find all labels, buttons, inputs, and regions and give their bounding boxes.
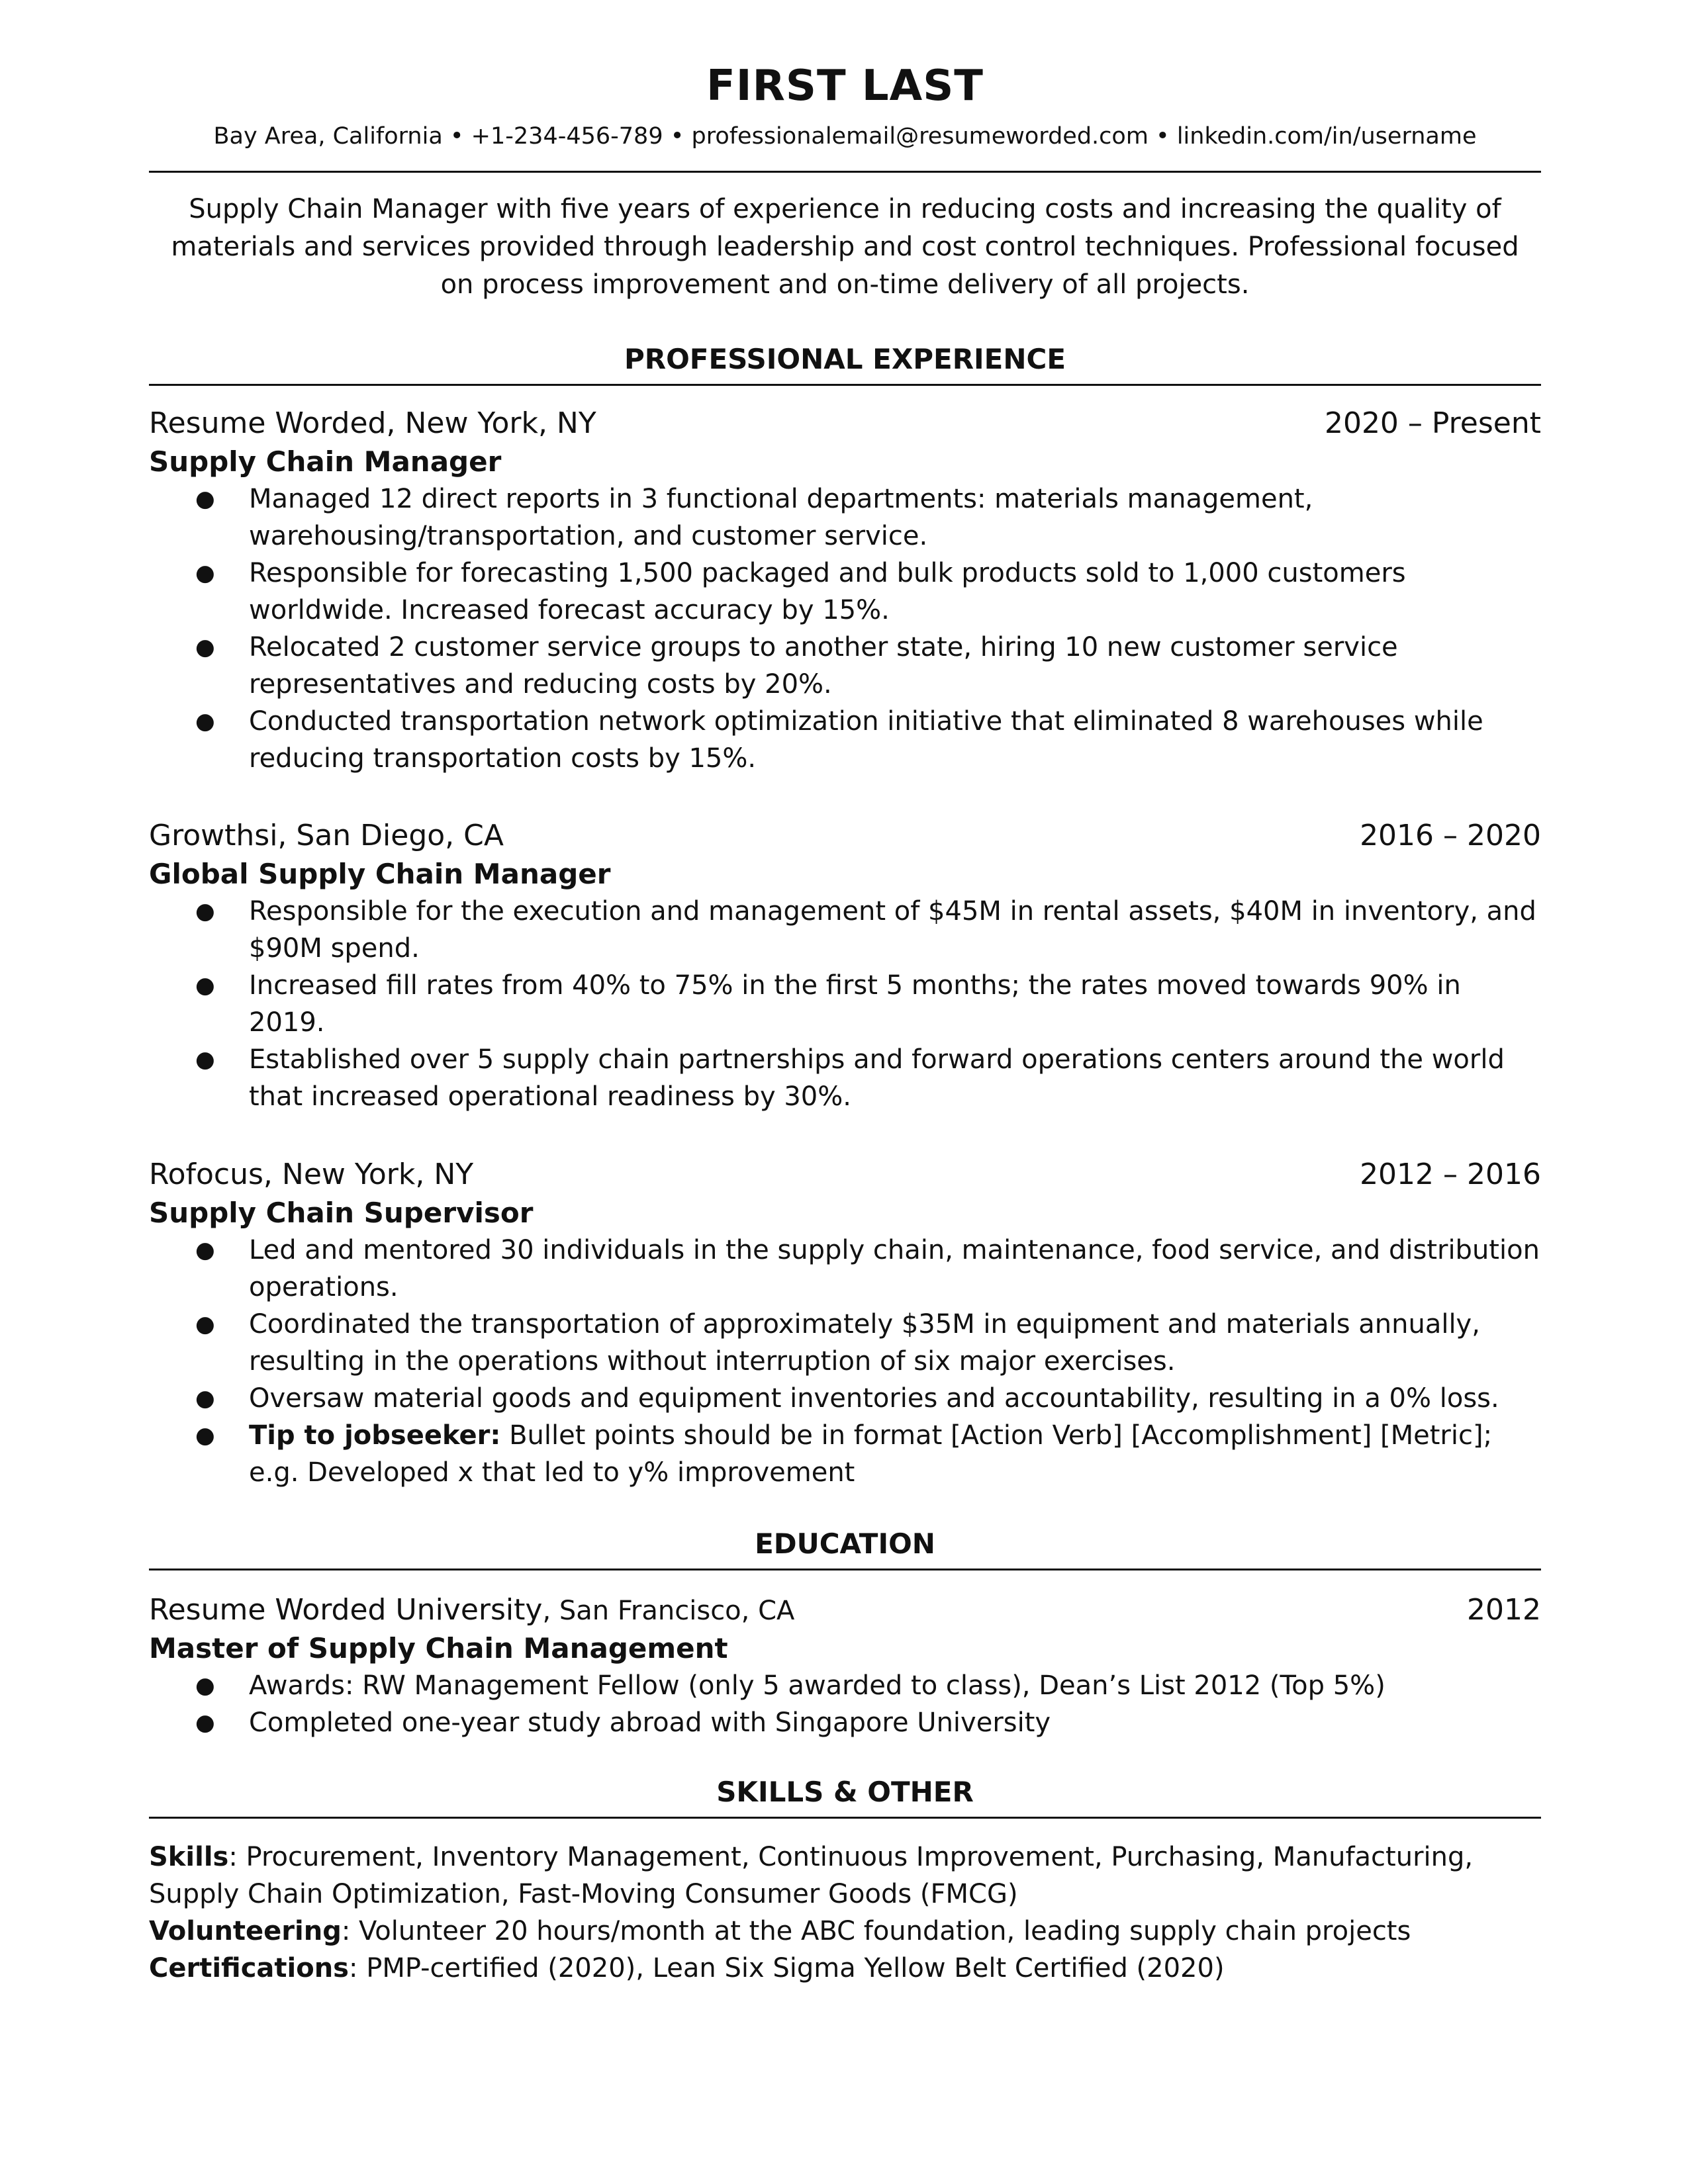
job-dates: 2016 – 2020 [1360, 819, 1541, 852]
bullet-icon: ● [195, 560, 215, 586]
bullet-icon: ● [195, 1237, 215, 1263]
bullet-icon: ● [195, 1046, 215, 1073]
tip-label: Tip to jobseeker: [249, 1420, 501, 1451]
list-item: ● Responsible for forecasting 1,500 packaged and bulk products sold to 1,000 customers worldwide. Increased forecast accuracy by 15%. [149, 555, 1541, 629]
job-dates: 2020 – Present [1324, 406, 1541, 440]
list-item: ● Led and mentored 30 individuals in the supply chain, maintenance, food service, and distribution operations. [149, 1232, 1541, 1306]
list-item: ● Coordinated the transportation of approximately $35M in equipment and materials annually, resulting in the operations without interruption of six major exercises. [149, 1306, 1541, 1380]
tip-list-item [149, 1417, 1541, 1491]
bullet-icon: ● [195, 1311, 215, 1338]
job-company: Growthsi, San Diego, CA [149, 819, 504, 852]
bullet-icon: ● [195, 898, 215, 925]
skills-divider [149, 1817, 1541, 1819]
bullet-icon: ● [195, 634, 215, 660]
job-entry-1 [149, 404, 1541, 777]
list-item: ● Increased fill rates from 40% to 75% in the first 5 months; the rates moved towards 90% in 2019. [149, 967, 1541, 1041]
experience-divider [149, 384, 1541, 386]
certifications-line: Certifications: PMP-certified (2020), Lean Six Sigma Yellow Belt Certified (2020) [149, 1953, 1225, 1983]
header-divider [149, 171, 1541, 173]
education-entry [149, 1590, 1541, 1741]
graduation-year: 2012 [1467, 1593, 1541, 1627]
list-item: ● Completed one-year study abroad with Singapore University [149, 1704, 1541, 1741]
section-title-education: EDUCATION [755, 1527, 935, 1560]
contact-line: Bay Area, California • +1-234-456-789 • professionalemail@resumeworded.com • linkedin.com/in/username [213, 123, 1477, 150]
skills-line: Skills: Procurement, Inventory Management, Continuous Improvement, Purchasing, Manufacturing, Supply Chain Optimization, Fast-Moving Consumer Goods (FMCG) [149, 1842, 1474, 1909]
bullet-icon: ● [195, 1672, 215, 1699]
degree-title: Master of Supply Chain Management [149, 1632, 728, 1664]
school-location: , San Francisco, CA [542, 1596, 795, 1626]
list-item: ● Relocated 2 customer service groups to another state, hiring 10 new customer service representatives and reducing costs by 20%. [149, 629, 1541, 703]
list-item: ● Responsible for the execution and management of $45M in rental assets, $40M in inventory, and $90M spend. [149, 893, 1541, 967]
bullet-icon: ● [195, 708, 215, 735]
list-item: ● Oversaw material goods and equipment inventories and accountability, resulting in a 0% loss. [149, 1380, 1541, 1417]
skills-block [149, 1839, 1541, 1987]
job-entry-2 [149, 816, 1541, 1115]
list-item: ● Awards: RW Management Fellow (only 5 awarded to class), Dean’s List 2012 (Top 5%) [149, 1667, 1541, 1704]
summary-paragraph: Supply Chain Manager with five years of experience in reducing costs and increasing the quality of materials and services provided through leadership and cost control techniques. Professional focused on process improvement and on-time delivery of all projects. [171, 194, 1519, 300]
bullet-icon: ● [195, 486, 215, 512]
section-title-experience: PROFESSIONAL EXPERIENCE [624, 343, 1066, 375]
bullet-icon: ● [195, 1385, 215, 1412]
list-item: ● Managed 12 direct reports in 3 functional departments: materials management, warehousing/transportation, and customer service. [149, 480, 1541, 555]
job-title: Global Supply Chain Manager [149, 858, 611, 890]
job-company: Resume Worded, New York, NY [149, 406, 596, 440]
list-item: ● Established over 5 supply chain partnerships and forward operations centers around the world that increased operational readiness by 30%. [149, 1041, 1541, 1115]
bullet-icon: ● [195, 1422, 215, 1449]
job-title: Supply Chain Manager [149, 445, 502, 478]
candidate-name: FIRST LAST [706, 62, 984, 111]
school-name: Resume Worded University [149, 1593, 543, 1627]
tip-text: Bullet points should be in format [Action Verb] [Accomplishment] [Metric]; e.g. Developed x that led to y% improvement [249, 1420, 1493, 1488]
job-entry-3 [149, 1155, 1541, 1491]
section-title-skills: SKILLS & OTHER [716, 1776, 974, 1808]
volunteering-line: Volunteering: Volunteer 20 hours/month at the ABC foundation, leading supply chain projects [149, 1916, 1411, 1946]
job-title: Supply Chain Supervisor [149, 1197, 534, 1229]
bullet-icon: ● [195, 1709, 215, 1736]
education-divider [149, 1569, 1541, 1570]
bullet-icon: ● [195, 972, 215, 999]
job-dates: 2012 – 2016 [1360, 1158, 1541, 1191]
job-company: Rofocus, New York, NY [149, 1158, 474, 1191]
list-item: ● Conducted transportation network optimization initiative that eliminated 8 warehouses while reducing transportation costs by 15%. [149, 703, 1541, 777]
